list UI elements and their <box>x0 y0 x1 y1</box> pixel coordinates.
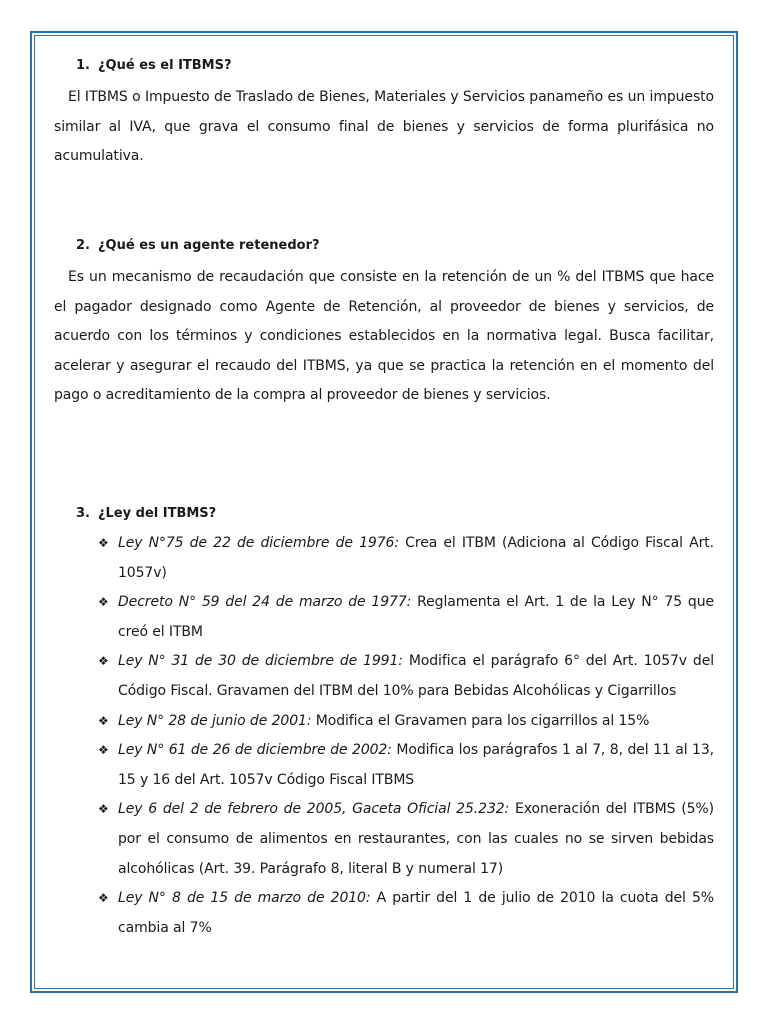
law-reference: Decreto N° 59 del 24 de marzo de 1977: <box>118 594 412 611</box>
law-reference: Ley 6 del 2 de febrero de 2005, Gaceta Oficial 25.232: <box>118 801 510 818</box>
section-title: ¿Ley del ITBMS? <box>98 506 217 521</box>
diamond-bullet-icon: ❖ <box>98 891 109 906</box>
law-description: Crea el ITBM (Adiciona al Código Fiscal Art. 1057v) <box>118 535 714 581</box>
law-reference: Ley N° 8 de 15 de marzo de 2010: <box>118 890 371 907</box>
law-reference: Ley N°75 de 22 de diciembre de 1976: <box>118 535 399 551</box>
law-reference: Ley N° 61 de 26 de diciembre de 2002: <box>118 742 392 759</box>
section-title: ¿Qué es el ITBMS? <box>98 58 232 73</box>
section-ley-itbms <box>54 504 714 943</box>
law-item <box>98 588 714 647</box>
law-item <box>98 736 714 795</box>
law-item <box>98 795 714 884</box>
section-number: 3. <box>76 506 90 521</box>
law-item <box>98 529 714 588</box>
section-paragraph: Es un mecanismo de recaudación que consiste en la retención de un % del ITBMS que hace el pagador designado como Agente de Retención, al proveedor de bienes y servicios, de acuerdo con los términos y condiciones establecidos en la normativa legal. Busca facilitar, acelerar y asegurar el recaudo del ITBMS, ya que se practica la retención en el momento del pago o acreditamiento de la compra al proveedor de bienes y servicios. <box>54 269 714 403</box>
diamond-bullet-icon: ❖ <box>98 654 109 669</box>
diamond-bullet-icon: ❖ <box>98 713 109 728</box>
section-title: ¿Qué es un agente retenedor? <box>98 238 320 253</box>
diamond-bullet-icon: ❖ <box>98 595 109 610</box>
diamond-bullet-icon: ❖ <box>98 743 109 758</box>
section-agente-retenedor <box>54 236 714 411</box>
section-number: 2. <box>76 238 90 253</box>
law-description: A partir del 1 de julio de 2010 la cuota del 5% cambia al 7% <box>118 890 715 936</box>
section-heading <box>54 236 714 256</box>
law-item <box>98 707 714 737</box>
law-description: Modifica el parágrafo 6° del Art. 1057v del Código Fiscal. Gravamen del ITBM del 10% para Bebidas Alcohólicas y Cigarrillos <box>118 653 714 699</box>
law-list <box>54 529 714 943</box>
section-number: 1. <box>76 58 90 73</box>
section-paragraph: El ITBMS o Impuesto de Traslado de Bienes, Materiales y Servicios panameño es un impuesto similar al IVA, que grava el consumo final de bienes y servicios de forma plurifásica no acumulativa. <box>54 89 714 164</box>
law-reference: Ley N° 28 de junio de 2001: <box>118 712 312 729</box>
law-description: Exoneración del ITBMS (5%) por el consumo de alimentos en restaurantes, con las cuales no se sirven bebidas alcohólicas (Art. 39. Parágrafo 8, literal B y numeral 17) <box>118 801 714 877</box>
law-reference: Ley N° 31 de 30 de diciembre de 1991: <box>118 653 403 670</box>
law-description: Reglamenta el Art. 1 de la Ley N° 75 que creó el ITBM <box>118 594 714 640</box>
law-item <box>98 884 714 943</box>
law-description: Modifica el Gravamen para los cigarrillos al 15% <box>311 712 650 729</box>
section-heading <box>54 56 714 76</box>
law-item <box>98 647 714 706</box>
law-description: Modifica los parágrafos 1 al 7, 8, del 11 al 13, 15 y 16 del Art. 1057v Código Fiscal ITBMS <box>118 742 714 788</box>
section-heading <box>54 504 714 524</box>
section-itbms-definition <box>54 56 714 172</box>
diamond-bullet-icon: ❖ <box>98 802 109 817</box>
diamond-bullet-icon: ❖ <box>98 536 109 550</box>
